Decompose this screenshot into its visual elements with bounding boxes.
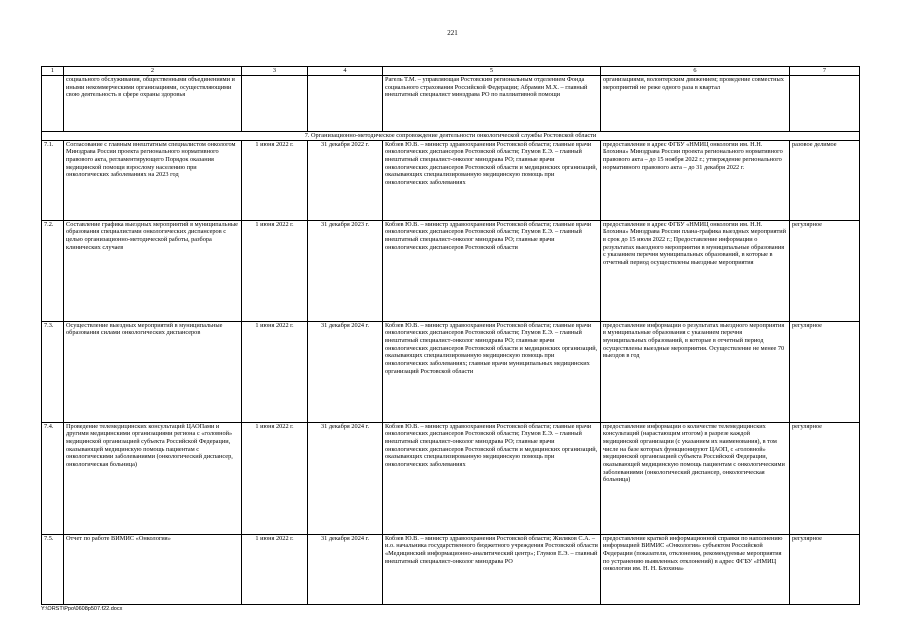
cell-responsible: Рагель Т.М. – управляющая Ростовским региональным отделением Фонда социального страхования Российской Федерации; Абрамян М.Х. – главный внештатный специалист минздрава РО по паллиативной помощи — [383, 76, 601, 132]
cell-start: 1 июня 2022 г. — [242, 220, 308, 321]
cell-start — [242, 76, 308, 132]
cell-start: 1 июня 2022 г. — [242, 140, 308, 220]
col-header-6: 6 — [601, 67, 790, 76]
cell-type: разовое делимое — [790, 140, 860, 220]
action-plan-table — [41, 66, 860, 605]
cell-measure: Согласование с главным внештатным специалистом онкологом Минздрава России проекта регионального нормативного правового акта, регламентирующего Порядок оказания медицинской помощи взрослому населению при онкологических заболеваниях на 2023 год — [64, 140, 242, 220]
cell-responsible: Кобзев Ю.В. – министр здравоохранения Ростовской области; главные врачи онкологических диспансеров Ростовской области; Глумов Е.Э. – главный внештатный специалист-онколог минздрава РО; главные врачи онкологических диспансеров Ростовской области и медицинских организаций, оказывающих специализированную медицинскую помощь при онкологических заболеваниях — [383, 422, 601, 534]
cell-num — [42, 76, 64, 132]
header-row — [42, 67, 860, 76]
table-row — [42, 220, 860, 321]
cell-measure: Составление графика выездных мероприятий в муниципальные образования специалистами онкологических диспансеров с целью организационно-методической работы, разбора клинических случаев — [64, 220, 242, 321]
table-row — [42, 140, 860, 220]
cell-measure: Отчет по работе ВИМИС «Онкология» — [64, 534, 242, 604]
cell-result: предоставление краткой информационной справки по наполнению информацией ВИМИС «Онкология» субъектом Российской Федерации (показатели, отклонения, рекомендуемые мероприятия по устранению выявленных отклонений) в адрес ФГБУ «НМИЦ онкологии им. Н. Н. Блохина» — [601, 534, 790, 604]
cell-start: 1 июня 2022 г. — [242, 534, 308, 604]
continuation-row — [42, 76, 860, 132]
cell-end — [308, 76, 383, 132]
cell-start: 1 июня 2022 г. — [242, 321, 308, 422]
cell-responsible: Кобзев Ю.В. – министр здравоохранения Ростовской области; Жиляков С.А. – и.о. начальника государственного бюджетного учреждения Ростовской области «Медицинский информационно-аналитический центр»; Глумов Е.Э. – главный внештатный специалист-онколог минздрава РО — [383, 534, 601, 604]
col-header-5: 5 — [383, 67, 601, 76]
table-row — [42, 534, 860, 604]
cell-result: организациями, волонтерским движением; проведение совместных мероприятий не реже одного раза в квартал — [601, 76, 790, 132]
col-header-7: 7 — [790, 67, 860, 76]
cell-measure: социального обслуживания, общественными объединениями и иными некоммерческими организациями, осуществляющими свою деятельность в сфере охраны здоровья — [64, 76, 242, 132]
page-number: 221 — [447, 29, 458, 37]
cell-start: 1 июня 2022 г. — [242, 422, 308, 534]
cell-end: 31 декабря 2022 г. — [308, 140, 383, 220]
cell-result: предоставление информации о результатах выездного мероприятия в муниципальные образования с указанием перечня муниципальных образований, в которые в отчетный период осуществлены выездные мероприятия. Осуществление не менее 70 выездов в год — [601, 321, 790, 422]
table-row — [42, 422, 860, 534]
col-header-2: 2 — [64, 67, 242, 76]
cell-measure: Осуществление выездных мероприятий в муниципальные образования силами онкологических диспансеров — [64, 321, 242, 422]
cell-type: регулярное — [790, 220, 860, 321]
col-header-1: 1 — [42, 67, 64, 76]
section-title: 7. Организационно-методическое сопровождение деятельности онкологической службы Ростовской области — [42, 132, 860, 141]
cell-result: предоставление информации о количестве телемедицинских консультаций (нарастающим итогом) в разрезе каждой медицинской организации (с указанием их наименования), в том числе на базе которых функционируют ЦАОП, с «головной» медицинской организацией субъекта Российской Федерации, оказывающей медицинскую помощь пациентам с онкологическими заболеваниями (онкологический диспансер, онкологическая больница) — [601, 422, 790, 534]
col-header-4: 4 — [308, 67, 383, 76]
file-path-footer: Y:\ORST\Ppo\0608p507.f22.docx — [41, 606, 123, 612]
cell-end: 31 декабря 2023 г. — [308, 220, 383, 321]
cell-num: 7.4. — [42, 422, 64, 534]
section-row — [42, 132, 860, 141]
col-header-3: 3 — [242, 67, 308, 76]
cell-end: 31 декабря 2024 г. — [308, 534, 383, 604]
cell-num: 7.5. — [42, 534, 64, 604]
cell-result: предоставление в адрес ФГБУ «НМИЦ онкологии им. Н.Н. Блохина» Минздрава России проекта регионального нормативного правового акта – до 15 ноября 2022 г.; утверждение регионального нормативного правового акта – до 31 декабря 2022 г. — [601, 140, 790, 220]
table-row — [42, 321, 860, 422]
cell-num: 7.1. — [42, 140, 64, 220]
cell-responsible: Кобзев Ю.В. – министр здравоохранения Ростовской области; главные врачи онкологических диспансеров Ростовской области; Глумов Е.Э. – главный внештатный специалист-онколог минздрава РО; главные врачи онкологических диспансеров Ростовской области и медицинских организаций, оказывающих специализированную медицинскую помощь при онкологических заболеваниях — [383, 140, 601, 220]
cell-num: 7.2. — [42, 220, 64, 321]
cell-type: регулярное — [790, 534, 860, 604]
cell-type: регулярное — [790, 422, 860, 534]
cell-measure: Проведение телемедицинских консультаций ЦАОПами и другими медицинскими организациями региона с «головной» медицинской организацией субъекта Российской Федерации, оказывающей медицинскую помощь пациентам с онкологическими заболеваниями (онкологический диспансер, онкологическая больница) — [64, 422, 242, 534]
cell-num: 7.3. — [42, 321, 64, 422]
cell-result: предоставление в адрес ФГБУ «НМИЦ онкологии им. Н.Н. Блохина» Минздрава России плана-графика выездных мероприятий в срок до 15 июля 2022 г.; Предоставление информации о результатах выездного мероприятия в муниципальные образования с указанием перечня муниципальных образований, в которые в отчетный период осуществлены выездные мероприятия — [601, 220, 790, 321]
cell-type — [790, 76, 860, 132]
cell-end: 31 декабря 2024 г. — [308, 321, 383, 422]
cell-responsible: Кобзев Ю.В. – министр здравоохранения Ростовской области; главные врачи онкологических диспансеров Ростовской области; Глумов Е.Э. – главный внештатный специалист-онколог минздрава РО; главные врачи онкологических диспансеров Ростовской области и медицинских организаций, оказывающих специализированную медицинскую помощь при онкологических заболеваниях; главные врачи муниципальных медицинских организаций Ростовской области — [383, 321, 601, 422]
cell-end: 31 декабря 2024 г. — [308, 422, 383, 534]
cell-type: регулярное — [790, 321, 860, 422]
cell-responsible: Кобзев Ю.В. – министр здравоохранения Ростовской области; главные врачи онкологических диспансеров Ростовской области; Глумов Е.Э. – главный внештатный специалист-онколог минздрава РО; главные врачи онкологических диспансеров Ростовской области — [383, 220, 601, 321]
